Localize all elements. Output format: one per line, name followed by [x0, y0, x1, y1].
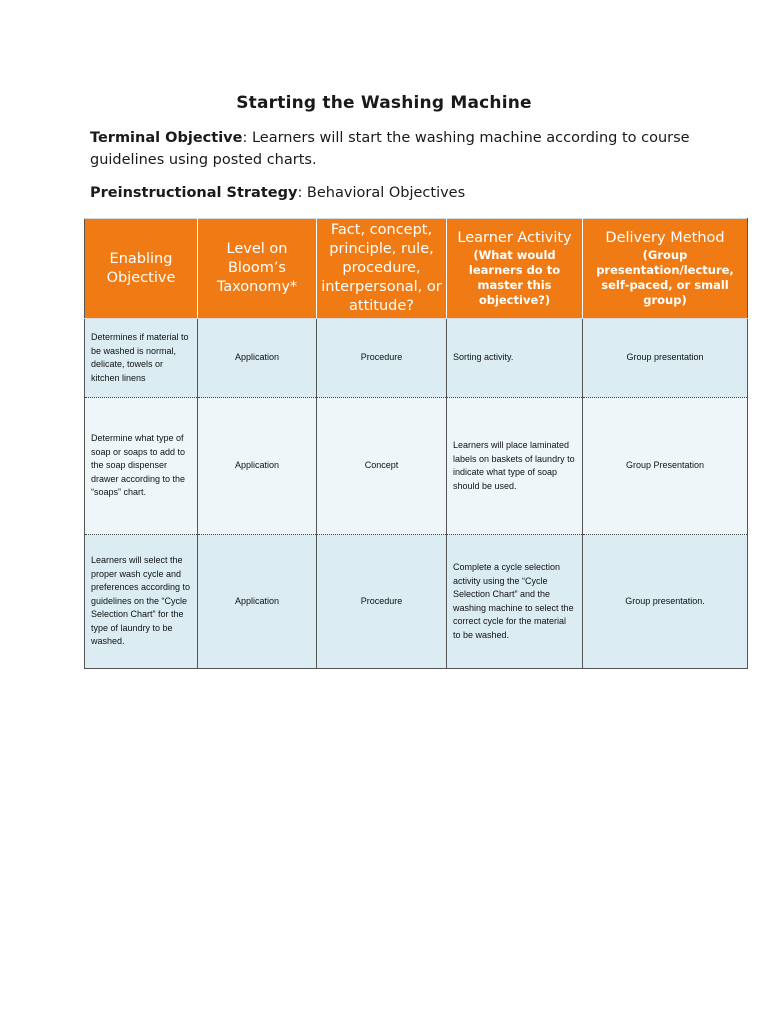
- table-row: [85, 319, 748, 398]
- terminal-objective-text: : Learners will start the washing machine according to course guidelines using posted charts.: [90, 130, 690, 168]
- header-delivery-method: [583, 219, 748, 319]
- header-knowledge-type-label: Fact, concept, principle, rule, procedure, interpersonal, or attitude?: [321, 222, 442, 314]
- cell-activity: Sorting activity.: [447, 319, 583, 398]
- preinstructional-strategy-paragraph: [90, 182, 690, 204]
- cell-delivery: Group Presentation: [583, 398, 748, 535]
- cell-objective: Determines if material to be washed is normal, delicate, towels or kitchen linens: [85, 319, 198, 398]
- preinstructional-strategy-text: : Behavioral Objectives: [297, 185, 466, 201]
- header-learner-activity-sublabel: (What would learners do to master this objective?): [468, 248, 561, 307]
- document-title: Starting the Washing Machine: [236, 93, 532, 113]
- cell-delivery: Group presentation: [583, 319, 748, 398]
- cell-bloom: Application: [198, 398, 317, 535]
- header-delivery-method-label: Delivery Method: [605, 230, 725, 246]
- cell-type: Concept: [317, 398, 447, 535]
- cell-type: Procedure: [317, 535, 447, 669]
- cell-objective: Determine what type of soap or soaps to add to the soap dispenser drawer according to the “soaps” chart.: [85, 398, 198, 535]
- terminal-objective-label: Terminal Objective: [90, 130, 243, 146]
- table-row: [85, 398, 748, 535]
- cell-delivery: Group presentation.: [583, 535, 748, 669]
- header-enabling-objective-label: Enabling Objective: [106, 250, 176, 286]
- cell-objective: Learners will select the proper wash cycle and preferences according to guidelines on the “Cycle Selection Chart” for the type of laundry to be washed.: [85, 535, 198, 669]
- header-enabling-objective: [85, 219, 198, 319]
- header-bloom-level-label: Level on Bloom’s Taxonomy*: [216, 241, 298, 295]
- cell-bloom: Application: [198, 319, 317, 398]
- objectives-table: [84, 218, 748, 669]
- cell-activity: Learners will place laminated labels on baskets of laundry to indicate what type of soap should be used.: [447, 398, 583, 535]
- cell-bloom: Application: [198, 535, 317, 669]
- preinstructional-strategy-label: Preinstructional Strategy: [90, 185, 298, 201]
- header-bloom-level: [198, 219, 317, 319]
- terminal-objective-paragraph: [90, 127, 690, 171]
- cell-activity: Complete a cycle selection activity using the “Cycle Selection Chart” and the washing machine to select the correct cycle for the material to be washed.: [447, 535, 583, 669]
- table-row: [85, 535, 748, 669]
- header-learner-activity-label: Learner Activity: [457, 230, 572, 246]
- header-delivery-method-sublabel: (Group presentation/lecture, self-paced, or small group): [596, 248, 734, 307]
- table-header-row: [85, 219, 748, 319]
- cell-type: Procedure: [317, 319, 447, 398]
- header-learner-activity: [447, 219, 583, 319]
- header-knowledge-type: [317, 219, 447, 319]
